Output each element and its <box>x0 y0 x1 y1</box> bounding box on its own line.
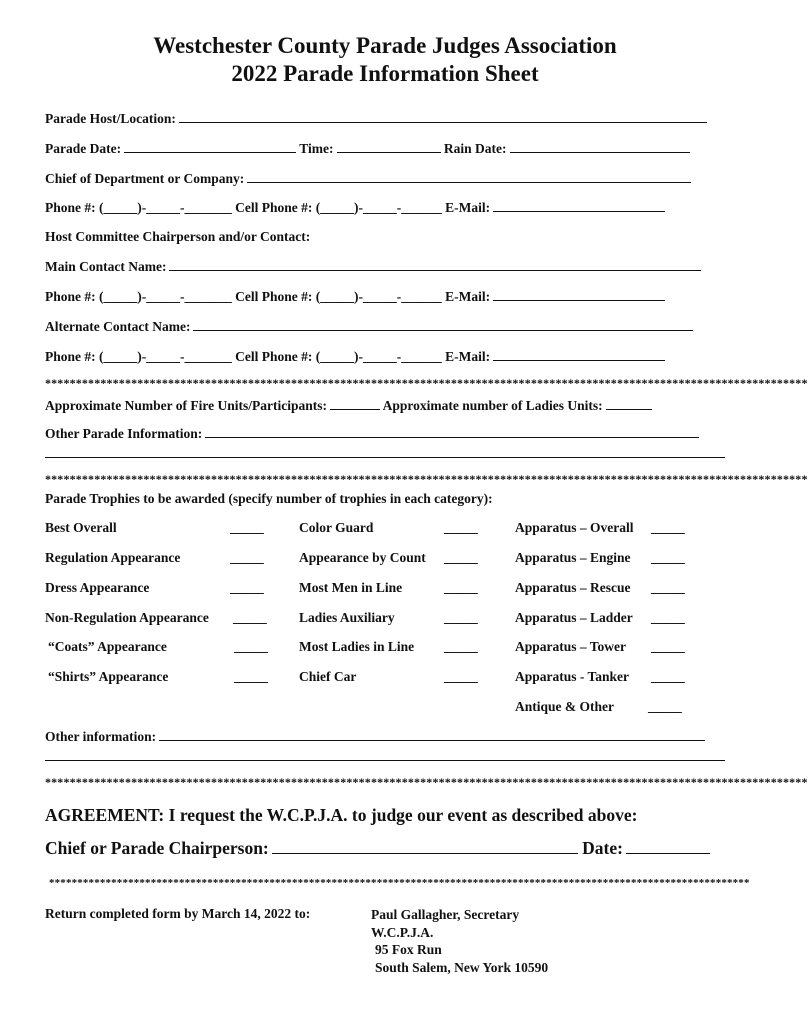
chair-row <box>45 838 710 859</box>
trophy-col1-label: “Shirts” Appearance <box>48 669 169 684</box>
email-label: E-Mail: <box>445 200 491 215</box>
separator: **************************************************************************************************************************** <box>49 877 750 889</box>
address-line: South Salem, New York 10590 <box>375 960 549 975</box>
agreement-text: AGREEMENT: I request the W.C.P.J.A. to judge our event as described above: <box>45 805 638 825</box>
main-contact-input[interactable] <box>169 258 701 271</box>
units-row <box>45 397 652 414</box>
address-line: 95 Fox Run <box>375 942 442 957</box>
trophy-col3-label: Apparatus – Tower <box>515 639 627 654</box>
date-row <box>45 140 690 157</box>
trophy-col1-count-input[interactable]: _____ <box>234 639 268 654</box>
trophy-col2-count-input[interactable]: _____ <box>444 639 478 654</box>
address-line: Paul Gallagher, Secretary <box>371 907 520 922</box>
trophy-col1-count-input[interactable]: _____ <box>230 520 264 535</box>
time-label: Time: <box>299 141 334 156</box>
other-info-row <box>45 728 705 745</box>
trophy-col3-count-input[interactable]: _____ <box>651 669 685 684</box>
address-line: W.C.P.J.A. <box>371 925 434 940</box>
phone-field[interactable]: Phone #: (_____)-_____-_______ <box>45 200 232 215</box>
chair-signature-input[interactable] <box>272 838 578 854</box>
chair-label: Chief or Parade Chairperson: <box>45 838 269 858</box>
trophy-col3-count-input[interactable]: _____ <box>651 610 685 625</box>
trophy-col3-count-input[interactable]: _____ <box>651 580 685 595</box>
main-contact-label: Main Contact Name: <box>45 259 167 274</box>
trophy-col2-count-input[interactable]: _____ <box>444 610 478 625</box>
trophy-col1-label: Best Overall <box>45 520 117 535</box>
chief-input[interactable] <box>247 170 691 183</box>
host-row <box>45 110 707 127</box>
other-parade-line2[interactable] <box>45 457 725 458</box>
trophy-col3-label: Apparatus – Ladder <box>515 610 633 625</box>
separator: **************************************************************************************************************************** <box>45 472 808 486</box>
phone-row-1 <box>45 199 665 216</box>
trophy-col2-label: Ladies Auxiliary <box>299 610 395 625</box>
form-subtitle: 2022 Parade Information Sheet <box>231 61 539 86</box>
trophy-col3-count-input[interactable]: _____ <box>651 520 685 535</box>
ladies-units-label: Approximate number of Ladies Units: <box>382 398 603 413</box>
trophy-col2-label: Most Ladies in Line <box>299 639 415 654</box>
phone-row-2 <box>45 288 665 305</box>
trophy-col3-label: Apparatus – Rescue <box>515 580 631 595</box>
trophy-col2-count-input[interactable]: _____ <box>444 669 478 684</box>
separator: **************************************************************************************************************************** <box>45 775 808 789</box>
trophy-col1-count-input[interactable]: _____ <box>233 610 267 625</box>
trophy-col1-label: Non-Regulation Appearance <box>45 610 209 625</box>
email-input[interactable] <box>493 348 665 361</box>
other-info-label: Other information: <box>45 729 157 744</box>
trophy-col1-count-input[interactable]: _____ <box>230 550 264 565</box>
rain-date-input[interactable] <box>510 140 690 153</box>
phone-field[interactable]: Phone #: (_____)-_____-_______ <box>45 289 232 304</box>
other-parade-input[interactable] <box>205 425 699 438</box>
alt-contact-label: Alternate Contact Name: <box>45 319 191 334</box>
trophies-heading: Parade Trophies to be awarded (specify number of trophies in each category): <box>45 491 493 506</box>
trophy-col1-label: Dress Appearance <box>45 580 150 595</box>
trophy-col3-label: Apparatus – Overall <box>515 520 634 535</box>
other-info-line2[interactable] <box>45 760 725 761</box>
trophy-col3-label: Apparatus – Engine <box>515 550 631 565</box>
chief-label: Chief of Department or Company: <box>45 171 245 186</box>
trophy-col1-label: Regulation Appearance <box>45 550 181 565</box>
trophy-col2-count-input[interactable]: _____ <box>444 580 478 595</box>
alt-contact-row <box>45 318 693 335</box>
email-input[interactable] <box>493 199 665 212</box>
email-label: E-Mail: <box>445 289 491 304</box>
trophy-col3-count-input[interactable]: _____ <box>651 639 685 654</box>
date-label: Parade Date: <box>45 141 122 156</box>
cell-phone-field[interactable]: Cell Phone #: (_____)-_____-______ <box>235 289 442 304</box>
chief-row <box>45 170 691 187</box>
form-title: Westchester County Parade Judges Association <box>153 33 617 58</box>
separator: **************************************************************************************************************************** <box>45 376 808 390</box>
trophy-col1-count-input[interactable]: _____ <box>234 669 268 684</box>
alt-contact-input[interactable] <box>193 318 693 331</box>
host-committee-label: Host Committee Chairperson and/or Contact: <box>45 229 311 244</box>
host-input[interactable] <box>179 110 707 123</box>
trophy-col2-label: Color Guard <box>299 520 374 535</box>
trophy-col2-label: Most Men in Line <box>299 580 403 595</box>
units-input[interactable] <box>330 397 380 410</box>
cell-phone-field[interactable]: Cell Phone #: (_____)-_____-______ <box>235 200 442 215</box>
other-parade-row <box>45 425 699 442</box>
trophy-col3-label: Apparatus - Tanker <box>515 669 630 684</box>
trophy-col1-label: “Coats” Appearance <box>48 639 167 654</box>
trophy-col2-count-input[interactable]: _____ <box>444 520 478 535</box>
cell-phone-field[interactable]: Cell Phone #: (_____)-_____-______ <box>235 349 442 364</box>
phone-row-3 <box>45 348 665 365</box>
ladies-units-input[interactable] <box>606 397 652 410</box>
chair-date-input[interactable] <box>626 838 710 854</box>
trophy-col2-label: Appearance by Count <box>299 550 426 565</box>
trophy-col2-count-input[interactable]: _____ <box>444 550 478 565</box>
email-input[interactable] <box>493 288 665 301</box>
return-label: Return completed form by March 14, 2022 to: <box>45 906 311 921</box>
email-label: E-Mail: <box>445 349 491 364</box>
units-label: Approximate Number of Fire Units/Participants: <box>45 398 327 413</box>
host-label: Parade Host/Location: <box>45 111 176 126</box>
time-input[interactable] <box>337 140 441 153</box>
trophy-col3-count-input[interactable]: _____ <box>651 550 685 565</box>
rain-date-label: Rain Date: <box>443 141 507 156</box>
phone-field[interactable]: Phone #: (_____)-_____-_______ <box>45 349 232 364</box>
trophy-col1-count-input[interactable]: _____ <box>230 580 264 595</box>
chair-date-label: Date: <box>582 838 623 858</box>
other-info-input[interactable] <box>159 728 705 741</box>
other-parade-label: Other Parade Information: <box>45 426 203 441</box>
main-contact-row <box>45 258 701 275</box>
trophy-col3-count-input[interactable]: _____ <box>648 699 682 714</box>
trophy-col2-label: Chief Car <box>299 669 357 684</box>
date-input[interactable] <box>124 140 296 153</box>
trophy-col3-label: Antique & Other <box>515 699 614 714</box>
